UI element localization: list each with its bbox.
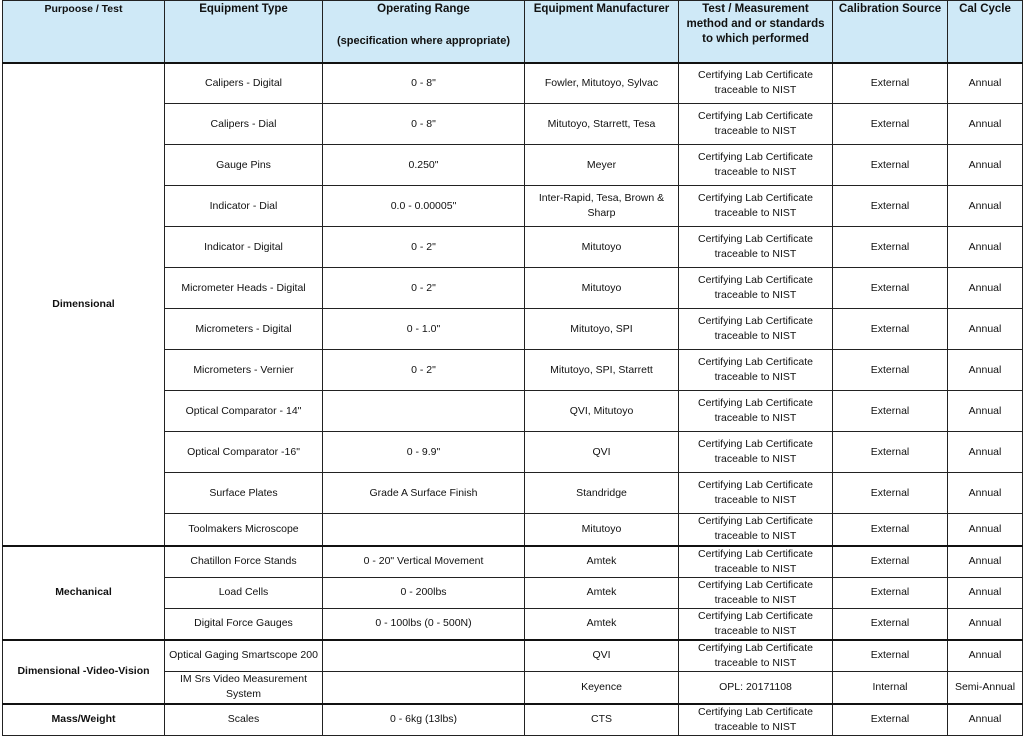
table-row (3, 640, 1023, 672)
table-row (3, 546, 1023, 578)
method-cell: Certifying Lab Certificate traceable to NIST (679, 63, 833, 104)
method-cell: Certifying Lab Certificate traceable to NIST (679, 104, 833, 145)
cal-cycle-cell: Annual (948, 391, 1023, 432)
operating-range-cell (323, 672, 525, 704)
manufacturer-cell: Mitutoyo, SPI, Starrett (525, 350, 679, 391)
equipment-type-cell: Optical Gaging Smartscope 200 (165, 640, 323, 672)
cal-source-cell: External (833, 391, 948, 432)
header-operating-range (323, 1, 525, 63)
equipment-type-cell: Scales (165, 704, 323, 736)
cal-cycle-cell: Annual (948, 514, 1023, 546)
equipment-type-cell: Optical Comparator -16" (165, 432, 323, 473)
operating-range-cell: 0.250" (323, 145, 525, 186)
group-label: Mass/Weight (3, 704, 165, 736)
cal-cycle-cell: Annual (948, 145, 1023, 186)
operating-range-cell: Grade A Surface Finish (323, 473, 525, 514)
operating-range-cell (323, 391, 525, 432)
manufacturer-cell: Fowler, Mitutoyo, Sylvac (525, 63, 679, 104)
manufacturer-cell: Mitutoyo (525, 227, 679, 268)
cal-source-cell: External (833, 640, 948, 672)
method-cell: Certifying Lab Certificate traceable to NIST (679, 268, 833, 309)
cal-source-cell: External (833, 514, 948, 546)
cal-source-cell: External (833, 473, 948, 514)
equipment-type-cell: Optical Comparator - 14" (165, 391, 323, 432)
equipment-type-cell: Digital Force Gauges (165, 608, 323, 640)
equipment-type-cell: Micrometers - Vernier (165, 350, 323, 391)
manufacturer-cell: Meyer (525, 145, 679, 186)
cal-cycle-cell: Annual (948, 309, 1023, 350)
cal-cycle-cell: Annual (948, 432, 1023, 473)
group-label: Dimensional -Video-Vision (3, 640, 165, 704)
equipment-type-cell: Micrometers - Digital (165, 309, 323, 350)
operating-range-cell (323, 640, 525, 672)
method-cell: Certifying Lab Certificate traceable to NIST (679, 546, 833, 578)
method-cell: Certifying Lab Certificate traceable to NIST (679, 227, 833, 268)
cal-cycle-cell: Annual (948, 704, 1023, 736)
method-cell: Certifying Lab Certificate traceable to NIST (679, 186, 833, 227)
header-operating-range-sub: (specification where appropriate) (337, 35, 510, 47)
method-cell: Certifying Lab Certificate traceable to NIST (679, 350, 833, 391)
equipment-type-cell: Micrometer Heads - Digital (165, 268, 323, 309)
cal-cycle-cell: Annual (948, 104, 1023, 145)
method-cell: Certifying Lab Certificate traceable to NIST (679, 473, 833, 514)
manufacturer-cell: Keyence (525, 672, 679, 704)
cal-source-cell: External (833, 63, 948, 104)
cal-cycle-cell: Semi-Annual (948, 672, 1023, 704)
equipment-type-cell: Calipers - Digital (165, 63, 323, 104)
method-cell: Certifying Lab Certificate traceable to NIST (679, 145, 833, 186)
cal-cycle-cell: Annual (948, 640, 1023, 672)
cal-source-cell: External (833, 145, 948, 186)
header-method: Test / Measurement method and or standards to which performed (679, 1, 833, 63)
method-cell: Certifying Lab Certificate traceable to NIST (679, 432, 833, 473)
cal-source-cell: External (833, 704, 948, 736)
cal-source-cell: Internal (833, 672, 948, 704)
group-label: Dimensional (3, 63, 165, 546)
method-cell: OPL: 20171108 (679, 672, 833, 704)
operating-range-cell: 0 - 1.0" (323, 309, 525, 350)
operating-range-cell: 0.0 - 0.00005" (323, 186, 525, 227)
cal-source-cell: External (833, 432, 948, 473)
method-cell: Certifying Lab Certificate traceable to NIST (679, 309, 833, 350)
cal-source-cell: External (833, 227, 948, 268)
header-purpose: Purpoose / Test (3, 1, 165, 63)
cal-source-cell: External (833, 268, 948, 309)
cal-cycle-cell: Annual (948, 546, 1023, 578)
operating-range-cell: 0 - 200lbs (323, 577, 525, 608)
method-cell: Certifying Lab Certificate traceable to NIST (679, 577, 833, 608)
cal-source-cell: External (833, 577, 948, 608)
cal-cycle-cell: Annual (948, 577, 1023, 608)
method-cell: Certifying Lab Certificate traceable to NIST (679, 514, 833, 546)
calibration-table (2, 0, 1023, 736)
header-row (3, 1, 1023, 63)
header-cal-source: Calibration Source (833, 1, 948, 63)
header-cal-cycle: Cal Cycle (948, 1, 1023, 63)
operating-range-cell: 0 - 20" Vertical Movement (323, 546, 525, 578)
equipment-type-cell: Gauge Pins (165, 145, 323, 186)
operating-range-cell: 0 - 2" (323, 227, 525, 268)
manufacturer-cell: Amtek (525, 608, 679, 640)
method-cell: Certifying Lab Certificate traceable to NIST (679, 704, 833, 736)
equipment-type-cell: Load Cells (165, 577, 323, 608)
equipment-type-cell: Indicator - Dial (165, 186, 323, 227)
header-equipment-type: Equipment Type (165, 1, 323, 63)
cal-cycle-cell: Annual (948, 473, 1023, 514)
cal-source-cell: External (833, 546, 948, 578)
equipment-type-cell: Toolmakers Microscope (165, 514, 323, 546)
header-operating-range-title: Operating Range (377, 3, 470, 15)
manufacturer-cell: Mitutoyo (525, 268, 679, 309)
operating-range-cell: 0 - 8" (323, 63, 525, 104)
operating-range-cell (323, 514, 525, 546)
operating-range-cell: 0 - 8" (323, 104, 525, 145)
cal-cycle-cell: Annual (948, 186, 1023, 227)
header-manufacturer: Equipment Manufacturer (525, 1, 679, 63)
manufacturer-cell: Amtek (525, 546, 679, 578)
equipment-type-cell: IM Srs Video Measurement System (165, 672, 323, 704)
manufacturer-cell: CTS (525, 704, 679, 736)
cal-source-cell: External (833, 608, 948, 640)
equipment-type-cell: Chatillon Force Stands (165, 546, 323, 578)
table-body (3, 63, 1023, 736)
manufacturer-cell: QVI (525, 640, 679, 672)
operating-range-cell: 0 - 6kg (13lbs) (323, 704, 525, 736)
manufacturer-cell: QVI, Mitutoyo (525, 391, 679, 432)
cal-cycle-cell: Annual (948, 268, 1023, 309)
method-cell: Certifying Lab Certificate traceable to NIST (679, 640, 833, 672)
equipment-type-cell: Indicator - Digital (165, 227, 323, 268)
manufacturer-cell: Mitutoyo, SPI (525, 309, 679, 350)
manufacturer-cell: QVI (525, 432, 679, 473)
equipment-type-cell: Surface Plates (165, 473, 323, 514)
cal-source-cell: External (833, 186, 948, 227)
cal-cycle-cell: Annual (948, 227, 1023, 268)
manufacturer-cell: Standridge (525, 473, 679, 514)
cal-source-cell: External (833, 350, 948, 391)
manufacturer-cell: Inter-Rapid, Tesa, Brown & Sharp (525, 186, 679, 227)
operating-range-cell: 0 - 100lbs (0 - 500N) (323, 608, 525, 640)
cal-source-cell: External (833, 309, 948, 350)
manufacturer-cell: Mitutoyo, Starrett, Tesa (525, 104, 679, 145)
cal-source-cell: External (833, 104, 948, 145)
operating-range-cell: 0 - 9.9" (323, 432, 525, 473)
cal-cycle-cell: Annual (948, 608, 1023, 640)
manufacturer-cell: Mitutoyo (525, 514, 679, 546)
group-label: Mechanical (3, 546, 165, 640)
method-cell: Certifying Lab Certificate traceable to NIST (679, 608, 833, 640)
manufacturer-cell: Amtek (525, 577, 679, 608)
method-cell: Certifying Lab Certificate traceable to NIST (679, 391, 833, 432)
operating-range-cell: 0 - 2" (323, 268, 525, 309)
cal-cycle-cell: Annual (948, 350, 1023, 391)
cal-cycle-cell: Annual (948, 63, 1023, 104)
equipment-type-cell: Calipers - Dial (165, 104, 323, 145)
operating-range-cell: 0 - 2" (323, 350, 525, 391)
table-row (3, 63, 1023, 104)
